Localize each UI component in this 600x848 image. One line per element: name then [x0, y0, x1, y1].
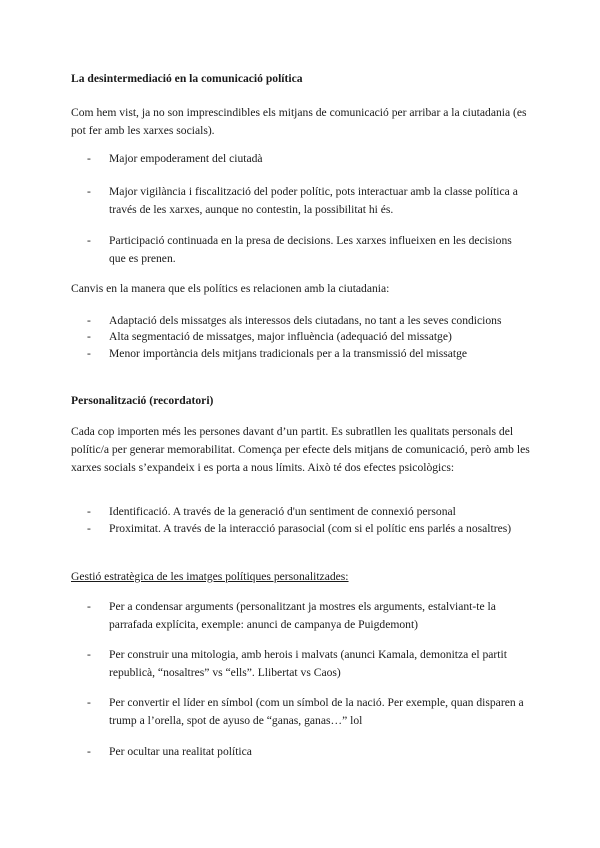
list-item [87, 345, 527, 363]
bullet-marker: - [87, 696, 91, 709]
bullet-marker: - [87, 185, 91, 198]
list-item-text: Per convertir el líder en símbol (com un símbol de la nació. Per exemple, quan disparen a trump a l’orella, spot de ayuso de “ganas, ganas…” lol [109, 696, 524, 727]
list-item [87, 694, 527, 730]
list-item-text: Alta segmentació de missatges, major influència (adequació del missatge) [109, 330, 452, 343]
bullet-marker: - [87, 234, 91, 247]
list-item [87, 328, 527, 346]
list-item-text: Menor importància dels mitjans tradicionals per a la transmissió del missatge [109, 347, 468, 360]
paragraph-canvis: Canvis en la manera que els polítics es relacionen amb la ciutadania: [71, 282, 390, 295]
list-item [87, 646, 527, 682]
list-item-text: Proximitat. A través de la interacció parasocial (com si el polític ens parlés a nosaltres) [109, 522, 512, 535]
bullet-marker: - [87, 152, 91, 165]
list-item [87, 743, 527, 761]
section-heading-desintermediacio: La desintermediació en la comunicació política [71, 72, 303, 85]
list-item [87, 598, 527, 634]
bullet-marker: - [87, 314, 91, 327]
bullet-marker: - [87, 347, 91, 360]
bullet-marker: - [87, 505, 91, 518]
list-item-text: Per a condensar arguments (personalitzant ja mostres els arguments, estalviant-te la parrafada explícita, exemple: anunci de campanya de Puigdemont) [109, 600, 496, 631]
bullet-marker: - [87, 648, 91, 661]
paragraph-intro: Com hem vist, ja no son imprescindibles els mitjans de comunicació per arribar a la ciutadania (es pot fer amb les xarxes socials). [71, 106, 527, 137]
list-item [87, 503, 527, 521]
paragraph-personalitzacio: Cada cop importen més les persones davant d’un partit. Es subratllen les qualitats personals del polític/a per generar memorabilitat. Comença per efecte dels mitjans de comunicació, però amb les xarxes socials s’expandeix i es porta a nous límits. Això té dos efectes psicològics: [71, 425, 530, 474]
list-item-text: Identificació. A través de la generació d'un sentiment de connexió personal [109, 505, 456, 518]
list-item-text: Per ocultar una realitat política [109, 745, 252, 758]
section-heading-personalitzacio: Personalització (recordatori) [71, 394, 214, 407]
bullet-marker: - [87, 600, 91, 613]
list-item [87, 232, 527, 268]
list-item-text: Participació continuada en la presa de decisions. Les xarxes influeixen en les decisions que es prenen. [109, 234, 512, 265]
list-item-text: Adaptació dels missatges als interessos dels ciutadans, no tant a les seves condicions [109, 314, 502, 327]
bullet-marker: - [87, 522, 91, 535]
bullet-marker: - [87, 745, 91, 758]
list-item [87, 183, 527, 219]
list-item-text: Major vigilància i fiscalització del poder polític, pots interactuar amb la classe política a través de les xarxes, aunque no contestin, la possibilitat hi és. [109, 185, 518, 216]
list-item [87, 520, 527, 538]
bullet-marker: - [87, 330, 91, 343]
subheading-gestio-estrategica: Gestió estratègica de les imatges polítiques personalitzades: [71, 570, 349, 583]
list-item-text: Per construir una mitologia, amb herois i malvats (anunci Kamala, demonitza el partit republicà, “nosaltres” vs “ells”. Llibertat vs Caos) [109, 648, 507, 679]
list-item-text: Major empoderament del ciutadà [109, 152, 263, 165]
list-item [87, 150, 527, 168]
